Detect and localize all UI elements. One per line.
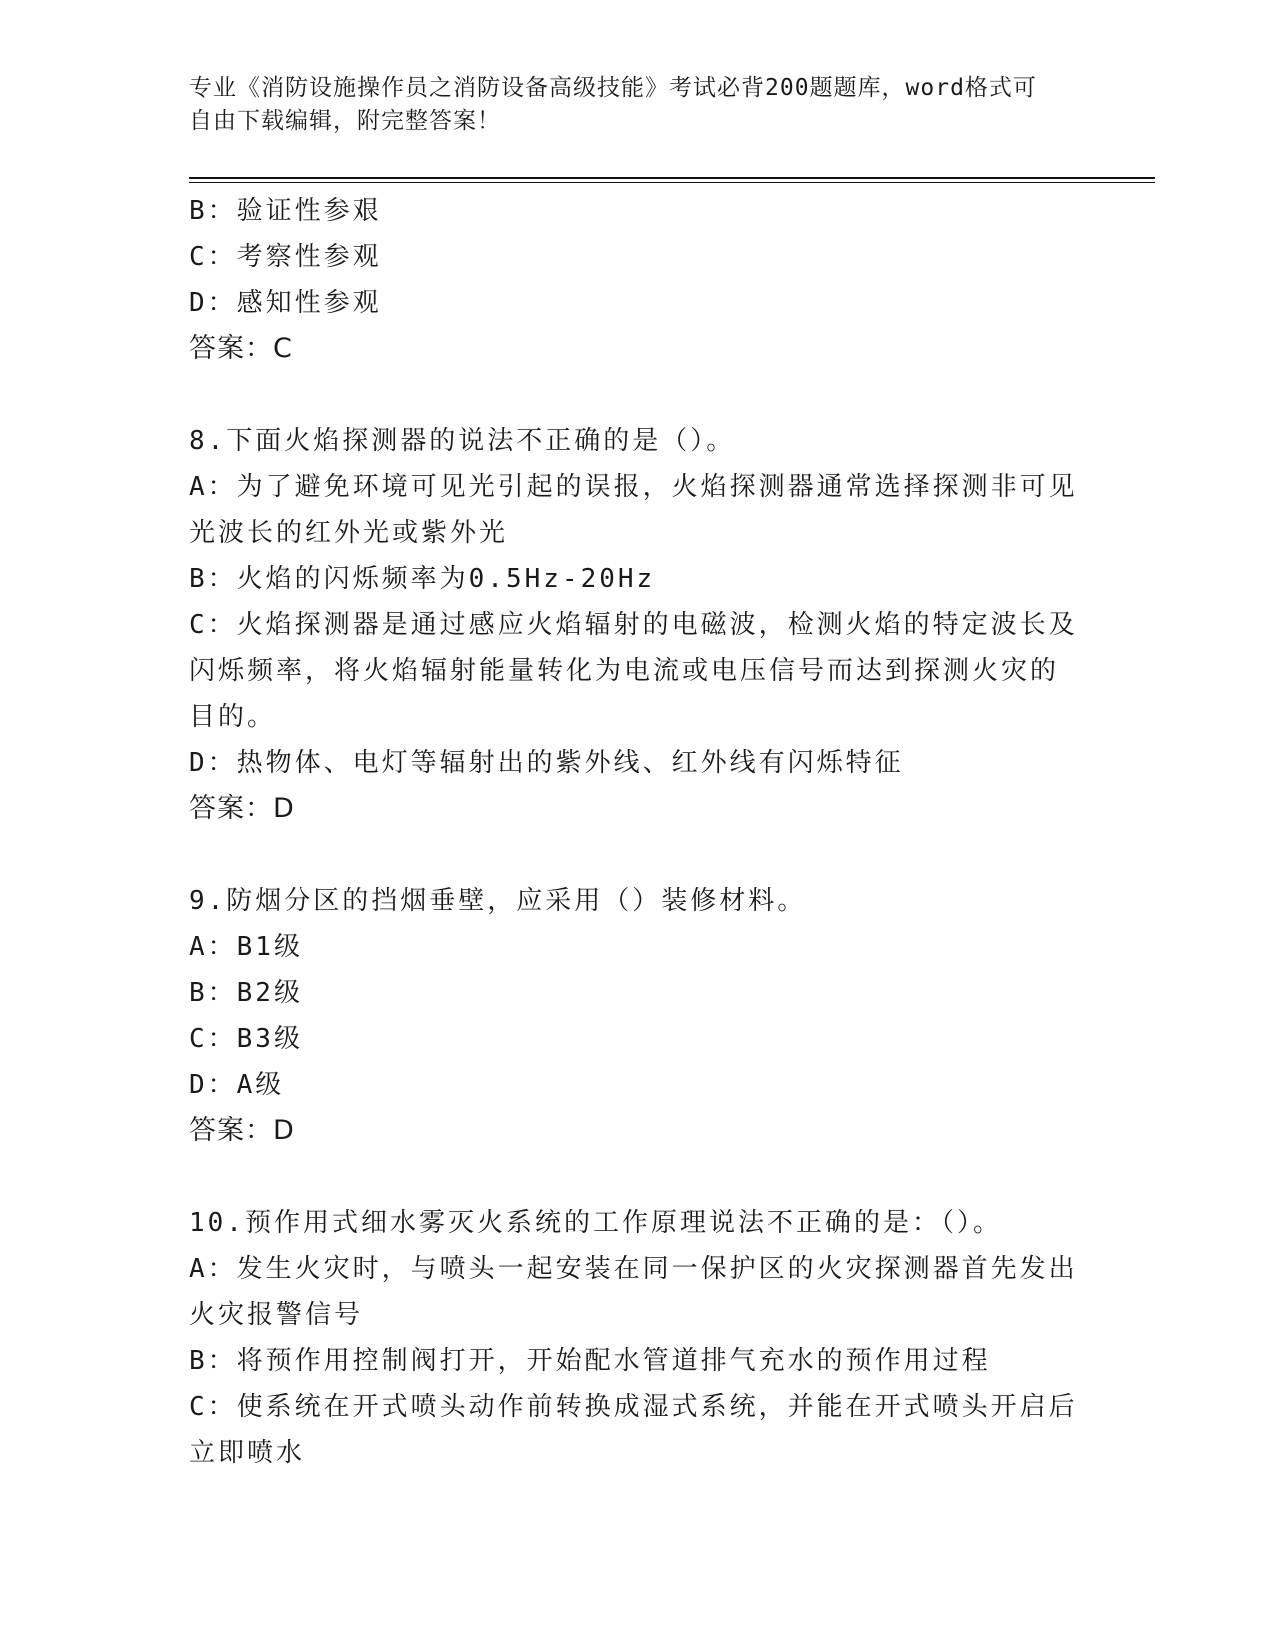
header-line-2: 自由下载编辑，附完整答案！ — [189, 108, 501, 134]
question-stem: 9.防烟分区的挡烟垂壁，应采用（）装修材料。 — [189, 886, 807, 916]
header-line-1: 专业《消防设施操作员之消防设备高级技能》考试必背200题题库，word格式可 — [189, 75, 1037, 101]
option-b: B：B2级 — [189, 978, 303, 1008]
option-c: C：火焰探测器是通过感应火焰辐射的电磁波，检测火焰的特定波长及 — [189, 610, 1078, 640]
question-list — [189, 188, 1089, 1476]
option-c-cont: 目的。 — [189, 702, 277, 732]
spacer — [189, 832, 1089, 878]
header-divider-thick — [189, 177, 1155, 179]
question-stem: 10.预作用式细水雾灭火系统的工作原理说法不正确的是：（）。 — [189, 1208, 1002, 1238]
answer: 答案：D — [189, 793, 295, 824]
option-c-cont: 立即喷水 — [189, 1438, 306, 1468]
option-a-cont: 光波长的红外光或紫外光 — [189, 518, 509, 548]
answer: 答案：C — [189, 333, 293, 364]
question-10 — [189, 1200, 1089, 1476]
option-a: A：B1级 — [189, 932, 303, 962]
spacer — [189, 1154, 1089, 1200]
answer: 答案：D — [189, 1115, 295, 1146]
document-header — [189, 72, 1069, 138]
question-8 — [189, 418, 1089, 832]
option-d: D：A级 — [189, 1070, 285, 1100]
option-c: C：B3级 — [189, 1024, 303, 1054]
question-stem: 8.下面火焰探测器的说法不正确的是（）。 — [189, 426, 736, 456]
option-b: B：将预作用控制阀打开，开始配水管道排气充水的预作用过程 — [189, 1346, 991, 1376]
option-b: B：火焰的闪烁频率为0.5Hz-20Hz — [189, 564, 656, 594]
option-a: A：发生火灾时，与喷头一起安装在同一保护区的火灾探测器首先发出 — [189, 1254, 1078, 1284]
question-7-tail — [189, 188, 1089, 372]
option-c-cont: 闪烁频率，将火焰辐射能量转化为电流或电压信号而达到探测火灾的 — [189, 656, 1060, 686]
header-divider-thin — [189, 182, 1155, 183]
option-a: A：为了避免环境可见光引起的误报，火焰探测器通常选择探测非可见 — [189, 472, 1078, 502]
option-b: B：验证性参艰 — [189, 196, 382, 226]
spacer — [189, 372, 1089, 418]
option-a-cont: 火灾报警信号 — [189, 1300, 364, 1330]
option-c: C：考察性参观 — [189, 242, 382, 272]
option-d: D：感知性参观 — [189, 288, 382, 318]
option-d: D：热物体、电灯等辐射出的紫外线、红外线有闪烁特征 — [189, 748, 904, 778]
question-9 — [189, 878, 1089, 1154]
option-c: C：使系统在开式喷头动作前转换成湿式系统，并能在开式喷头开启后 — [189, 1392, 1078, 1422]
